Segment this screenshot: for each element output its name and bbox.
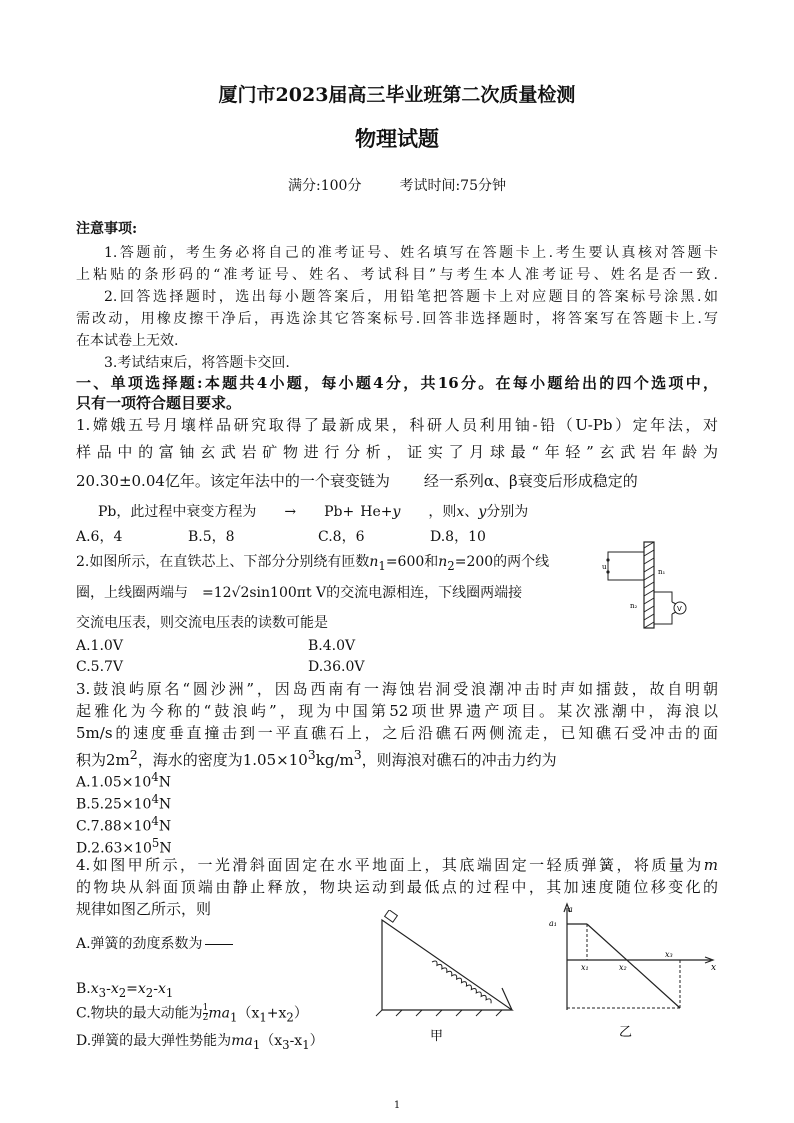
q1-line3: 20.30±0.04亿年。该定年法中的一个衰变链为 经一系列α、β衰变后形成稳定的 xyxy=(76,472,638,490)
q3-option-d[interactable]: $D.2.63\times 10^5N$ xyxy=(76,836,172,857)
page-number: 1 xyxy=(393,1100,401,1111)
q2-option-d[interactable]: D.36.0V xyxy=(308,659,365,675)
q3-option-a[interactable]: $A.1.05\times 10^4N$ xyxy=(76,770,171,791)
q3-line1: 3.鼓浪屿原名“圆沙洲”，因岛西南有一海蚀岩洞受浪潮冲击时声如擂鼓，故自明朝 xyxy=(76,680,718,698)
notice-heading: 注意事项: xyxy=(76,221,138,237)
q3-line4: 积为$2m^2$，海水的密度为$1.05\times 10^3kg/m^3$，则海浪对礁石的冲击力约为 xyxy=(76,747,557,769)
q2-transformer-figure xyxy=(600,540,705,632)
q4-option-d[interactable]: D.弹簧的最大弹性势能为$ma_1(x_3-x_1)$ xyxy=(76,1033,324,1052)
voltmeter-label: V xyxy=(677,605,682,613)
q1-line1: 1.嫦娥五号月壤样品研究取得了最新成果，科研人员利用铀-铅（U-Pb）定年法，对 xyxy=(76,416,718,434)
q3-option-c[interactable]: $C.7.88\times 10^4N$ xyxy=(76,814,172,835)
x3-label: x₃ xyxy=(665,950,673,959)
notice-item1-line1: 1.答题前，考生务必将自己的准考证号、姓名填写在答题卡上.考生要认真核对答题卡 xyxy=(104,245,718,261)
jia-label: 甲 xyxy=(430,1029,444,1044)
q1-option-b[interactable]: B.5，8 xyxy=(188,529,235,545)
x1-label: x₁ xyxy=(581,963,589,972)
q4-option-c[interactable]: C.物块的最大动能为 $\frac{1}{2}$ $ma_1(x_1+x_2)$ xyxy=(76,1003,308,1025)
n2-label: n₂ xyxy=(630,602,638,610)
q4-incline-figure xyxy=(372,910,522,1045)
q2-line1: 2.如图所示，在直铁芯上、下部分分别绕有匝数$n_1=600$和$n_2=200$的两个线 xyxy=(76,554,550,573)
notice-item3: 3.考试结束后，将答题卡交回. xyxy=(104,355,290,371)
q1-option-a[interactable]: A.6，4 xyxy=(76,529,123,545)
subject-title: 物理试题 xyxy=(355,126,439,151)
notice-item2-line1: 2.回答选择题时，选出每小题答案后，用铅笔把答题卡上对应题目的答案标号涂黑.如 xyxy=(104,289,718,305)
notice-item2-line3: 在本试卷上无效. xyxy=(76,333,179,349)
time-limit: 考试时间:75分钟 xyxy=(399,178,506,194)
q2-line3: 交流电压表，则交流电压表的读数可能是 xyxy=(76,615,328,631)
section1-line1: 一、单项选择题:本题共4小题，每小题4分，共16分。在每小题给出的四个选项中， xyxy=(76,374,718,392)
q1-option-c[interactable]: C.8，6 xyxy=(318,529,365,545)
q1-line4: Pb，此过程中衰变方程为 → Pb+ He+y ，则x、y分别为 xyxy=(98,504,529,520)
exam-meta xyxy=(0,175,794,195)
full-score: 满分:100分 xyxy=(288,178,362,194)
exam-title: 厦门市2023届高三毕业班第二次质量检测 xyxy=(218,84,576,106)
n1-label: n₁ xyxy=(658,568,666,576)
q4-line2: 的物块从斜面顶端由静止释放，物块运动到最低点的过程中，其加速度随位移变化的 xyxy=(76,878,718,896)
notice-item1-line2: 上粘贴的条形码的“准考证号、姓名、考试科目”与考生本人准考证号、姓名是否一致. xyxy=(76,267,718,283)
q3-line3: 5m/s的速度垂直撞击到一平直礁石上，之后沿礁石两侧流走，已知礁石受冲击的面 xyxy=(76,724,718,742)
q4-line1: 4.如图甲所示，一光滑斜面固定在水平地面上，其底端固定一轻质弹簧，将质量为m xyxy=(76,856,718,874)
q4-graph-figure xyxy=(545,900,720,1040)
q4-option-a[interactable]: A.弹簧的劲度系数为 xyxy=(76,935,233,953)
q2-option-c[interactable]: C.5.7V xyxy=(76,659,124,675)
q4-option-b[interactable]: $B.x_3-x_2=x_2-x_1$ xyxy=(76,981,174,1000)
u-label: u xyxy=(602,563,607,571)
q2-option-b[interactable]: B.4.0V xyxy=(308,638,356,654)
axis-x-label: x xyxy=(711,963,717,973)
x2-label: x₂ xyxy=(619,963,627,972)
q4-line3: 规律如图乙所示，则 xyxy=(76,900,212,918)
q2-option-a[interactable]: A.1.0V xyxy=(76,638,123,654)
yi-label: 乙 xyxy=(619,1025,633,1040)
q3-option-b[interactable]: $B.5.25\times 10^4N$ xyxy=(76,792,172,813)
q1-option-d[interactable]: D.8，10 xyxy=(430,529,486,545)
axis-a-label: a xyxy=(568,905,573,914)
section1-line2: 只有一项符合题目要求。 xyxy=(76,394,242,412)
notice-item2-line2: 需改动，用橡皮擦干净后，再选涂其它答案标号.回答非选择题时，将答案写在答题卡上.写 xyxy=(76,311,718,327)
q3-line2: 起雅化为今称的“鼓浪屿”，现为中国第52项世界遗产项目。某次涨潮中，海浪以 xyxy=(76,702,718,720)
q1-line2: 样品中的富铀玄武岩矿物进行分析，证实了月球最“年轻”玄武岩年龄为 xyxy=(76,443,718,461)
a1-label: a₁ xyxy=(549,919,557,928)
q2-line2: 圈，上线圈两端与 =12√2sin100πt V的交流电源相连，下线圈两端接 xyxy=(76,585,523,601)
